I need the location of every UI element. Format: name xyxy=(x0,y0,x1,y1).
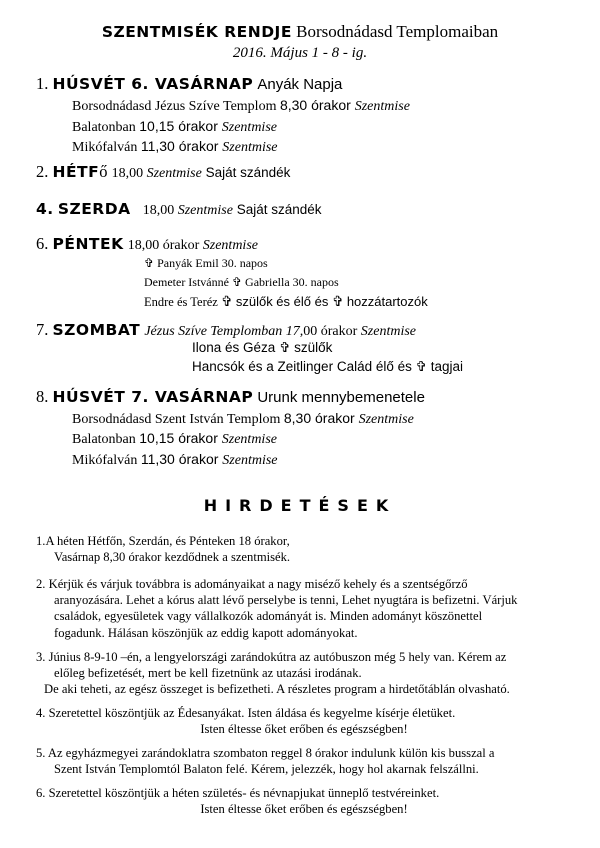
intention-text: tagjai xyxy=(430,359,463,374)
day-3-mass: Szentmise xyxy=(177,203,233,218)
day-2-heading xyxy=(36,162,290,182)
mass-place: Balatonban xyxy=(72,120,140,135)
day-1-mass-3 xyxy=(72,138,278,156)
intention-text: Hancsók és a Zeitlinger Calád élő és xyxy=(192,359,416,374)
announcement-1 xyxy=(36,533,572,565)
mass-time: 11,30 órakor xyxy=(140,451,223,467)
title-head: SZENTMISÉK RENDJE xyxy=(101,23,292,41)
mass-label: Szentmise xyxy=(221,432,277,447)
day-3-intent: Saját szándék xyxy=(232,202,322,217)
day-1-mass-2 xyxy=(72,118,277,136)
mass-time: 8,30 órakor xyxy=(279,97,355,113)
mass-time: 10,15 órakor xyxy=(139,430,222,446)
day-2-name: HÉTF xyxy=(52,163,100,181)
day-6-mass-1 xyxy=(72,410,414,428)
page-title xyxy=(0,22,600,42)
day-1-number: 1. xyxy=(36,74,49,93)
mass-place: Balatonban xyxy=(72,432,140,447)
day-6-mass-3 xyxy=(72,451,278,469)
day-6-number: 8. xyxy=(36,387,49,406)
day-1-mass-1 xyxy=(72,97,410,115)
mass-place: Mikófalván xyxy=(72,140,141,155)
mass-label: Szentmise xyxy=(358,412,414,427)
day-5-name: SZOMBAT xyxy=(52,321,141,339)
day-5-number: 7. xyxy=(36,320,49,339)
announcement-line: 4. Szeretettel köszöntjük az Édesanyákat. Isten áldása és kegyelme kísérje életüket. xyxy=(36,706,456,720)
day-6-heading xyxy=(36,387,425,407)
cross-icon: ✞ xyxy=(415,359,427,375)
cross-icon: ✞ xyxy=(279,340,291,356)
intention-text: Panyák Emil 30. napos xyxy=(157,256,268,270)
day-5-intention-2 xyxy=(192,359,463,375)
day-3-number: 4. xyxy=(36,200,54,218)
mass-time: 8,30 órakor xyxy=(283,410,359,426)
mass-place: Borsodnádasd Szent István Templom xyxy=(72,412,284,427)
announcement-line: aranyozására. Lehet a kórus alatt lévő perselybe is tenni, Lehet nyugtára is befizetni. Várjuk xyxy=(54,593,518,608)
day-4-intention-3 xyxy=(144,294,428,310)
announcement-line: családok, egyesületek vagy vállalkozók adományát is. Minden adományt köszönettel xyxy=(54,609,483,624)
day-3-time: 18,00 xyxy=(142,203,178,218)
day-2-intent: Saját szándék xyxy=(201,165,291,180)
mass-time: 11,30 órakor xyxy=(140,138,223,154)
cross-icon: ✞ xyxy=(331,294,344,310)
mass-label: Szentmise xyxy=(354,99,410,114)
mass-label: Szentmise xyxy=(222,140,278,155)
cross-icon: ✞ xyxy=(231,275,243,289)
day-3-heading xyxy=(36,199,322,219)
announcement-line: fogadunk. Hálásan köszönjük az eddig kapott adományokat. xyxy=(54,625,358,640)
intention-text: Ilona és Géza xyxy=(192,340,280,355)
announcement-line: De aki teheti, az egész összeget is befizetheti. A részletes program a hirdetőtáblán olvasható. xyxy=(44,682,510,697)
intention-text: Demeter Istvánné xyxy=(144,275,232,289)
cross-icon: ✞ xyxy=(220,294,233,310)
day-4-intention-1 xyxy=(144,256,268,271)
day-2-number: 2. xyxy=(36,162,49,181)
day-4-name: PÉNTEK xyxy=(52,235,124,253)
announcement-5 xyxy=(36,745,572,777)
announcement-line: 3. Június 8-9-10 –én, a lengyelországi zarándokútra az autóbuszon még 5 hely van. Kérem az xyxy=(36,650,507,664)
announcement-2 xyxy=(36,576,572,641)
day-5-intention-1 xyxy=(192,340,332,356)
announcement-line: Isten éltesse őket erőben és egészségben! xyxy=(200,802,408,817)
announcement-3 xyxy=(36,649,572,698)
day-6-mass-2 xyxy=(72,430,277,448)
day-4-mass: Szentmise xyxy=(202,238,258,253)
announcement-line: 2. Kérjük és várjuk továbbra is adományaikat a nagy miséző kehely és a szentségőrző xyxy=(36,577,468,591)
intention-text: szülők és élő és xyxy=(235,294,332,309)
intention-text: hozzátartozók xyxy=(346,294,428,309)
announcement-line: 1.A héten Hétfőn, Szerdán, és Pénteken 18 órakor, xyxy=(36,534,290,548)
day-5-time: 00 órakor xyxy=(303,324,361,339)
intention-text: Endre és Teréz xyxy=(144,295,221,309)
day-4-intention-2 xyxy=(144,275,339,290)
title-rest: Borsodnádasd Templomaiban xyxy=(291,22,499,41)
announcements-heading: HIRDETÉSEK xyxy=(203,496,397,515)
announcement-line: előleg befizetését, mert be kell fizetnünk az utazási irodának. xyxy=(54,666,362,681)
announcement-line: Szent István Templomtól Balaton felé. Kérem, jelezzék, hogy hol akarnak felszállni. xyxy=(54,762,479,777)
announcement-6 xyxy=(36,785,572,817)
announcement-line: Vasárnap 8,30 órakor kezdődnek a szentmisék. xyxy=(54,550,291,565)
day-6-name: HÚSVÉT 7. VASÁRNAP xyxy=(52,388,254,406)
announcement-line: Isten éltesse őket erőben és egészségben! xyxy=(200,722,408,737)
intention-text: Gabriella 30. napos xyxy=(245,275,339,289)
cross-icon: ✞ xyxy=(144,256,155,270)
intention-text: szülők xyxy=(294,340,333,355)
announcement-4 xyxy=(36,705,572,737)
day-4-time: 18,00 órakor xyxy=(127,238,203,253)
day-2-mass: Szentmise xyxy=(146,166,202,181)
day-5-place: Jézus Szíve Templomban 17, xyxy=(144,324,304,339)
announcement-line: 5. Az egyházmegyei zarándoklatra szombaton reggel 8 órakor indulunk külön kis busszal a xyxy=(36,746,495,760)
title-dates: 2016. Május 1 - 8 - ig. xyxy=(232,45,368,61)
day-1-name: HÚSVÉT 6. VASÁRNAP xyxy=(52,75,254,93)
announcement-line: 6. Szeretettel köszöntjük a héten születés- és névnapjukat ünneplő testvéreinket. xyxy=(36,786,440,800)
mass-label: Szentmise xyxy=(222,453,278,468)
day-1-note: Anyák Napja xyxy=(257,76,343,93)
day-4-heading xyxy=(36,234,258,254)
day-5-heading xyxy=(36,320,416,340)
day-4-number: 6. xyxy=(36,234,49,253)
mass-time: 10,15 órakor xyxy=(139,118,222,134)
day-5-mass: Szentmise xyxy=(360,324,416,339)
day-1-heading xyxy=(36,74,342,94)
day-2-name-tail: ő xyxy=(99,162,108,181)
day-3-name: SZERDA xyxy=(57,200,131,218)
mass-label: Szentmise xyxy=(221,120,277,135)
day-6-note: Urunk mennybemenetele xyxy=(257,389,425,406)
mass-place: Mikófalván xyxy=(72,453,141,468)
mass-place: Borsodnádasd Jézus Szíve Templom xyxy=(72,99,280,114)
day-2-time: 18,00 xyxy=(111,166,147,181)
